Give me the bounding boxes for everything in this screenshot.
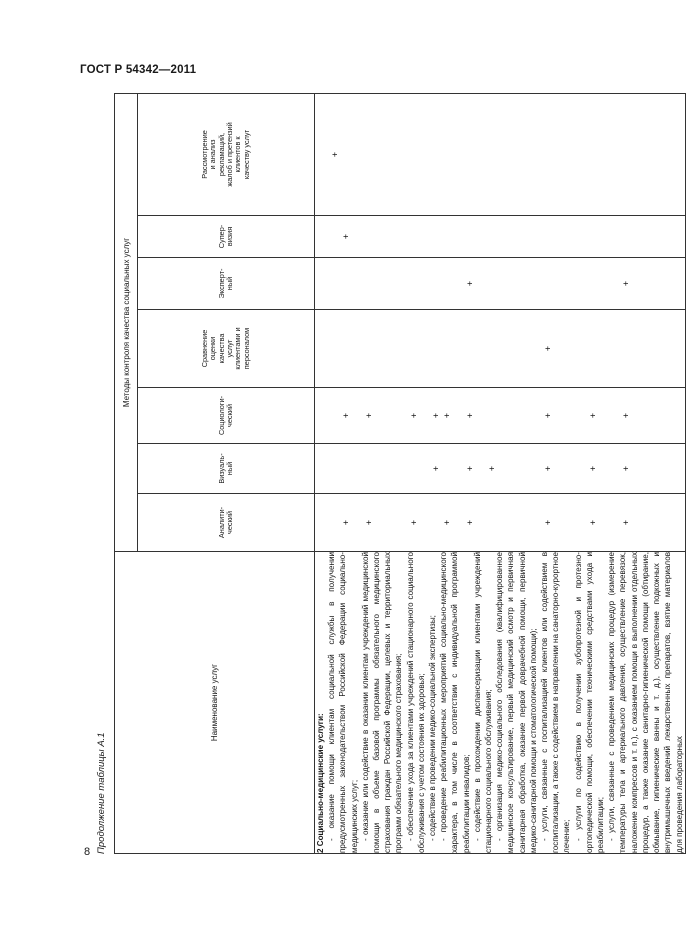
methods-table: [114, 93, 686, 854]
marks-col-visual: [315, 444, 686, 494]
plus-mark: +: [464, 412, 475, 419]
plus-mark: +: [341, 412, 352, 419]
col-group-header-methods: Методы контроля качества социальных услуг: [115, 93, 138, 551]
plus-mark: +: [408, 412, 419, 419]
col-header-method-sociological: Социологи- ческий: [138, 388, 315, 444]
marks-col-expert: [315, 258, 686, 310]
marks-col-analytic: [315, 494, 686, 552]
service-item-1: - оказание помощи клиентам социальной службы в получении предусмотренных законодательством Российской Федерации социально-медицинских услуг;: [327, 552, 359, 853]
plus-mark: +: [442, 519, 453, 526]
plus-mark: +: [621, 412, 632, 419]
plus-mark: +: [621, 519, 632, 526]
plus-mark: +: [587, 412, 598, 419]
page-number: 8: [84, 846, 91, 858]
col-header-method-comparison: Сравнение оценки качества услуг клиентами и персоналом: [138, 310, 315, 388]
plus-mark: +: [363, 412, 374, 419]
col-header-method-expert: Эксперт- ный: [138, 258, 315, 310]
plus-mark: +: [408, 519, 419, 526]
marks-col-comparison: [315, 310, 686, 388]
rotated-table-block: [94, 94, 684, 854]
plus-mark: +: [464, 519, 475, 526]
plus-mark: +: [363, 519, 374, 526]
service-item-7: - организация медико-социального обследования (квалифицированное медицинское консультирование, первый медицинский осмотр и первичная санитарная обработка, оказание первой доврачебной помощи, первичной медико-санитарной помощи и стоматологической помощи);: [495, 552, 538, 853]
plus-mark: +: [442, 412, 453, 419]
service-item-9: - услуги по содействию в получении зубопротезной и протезно-ортопедической помощи, обеспечении техническими средствами ухода и реабилитации;: [573, 552, 606, 853]
marks-col-supervision: [315, 216, 686, 258]
col-header-service-name: Наименование услуг: [115, 552, 315, 854]
section-title: 2 Социально-медицинские услуги:: [316, 713, 325, 853]
service-item-5: - проведение реабилитационных мероприятий социально-медицинского характера, в том числе в соответствии с индивидуальной программой реабилитации инвалидов;: [439, 552, 471, 853]
plus-mark: +: [431, 465, 441, 472]
plus-mark: +: [543, 345, 553, 352]
service-item-4: - содействие в проведении медико-социальной экспертизы;: [428, 615, 438, 841]
plus-mark: +: [330, 151, 341, 158]
col-header-method-analytic: Аналити- ческий: [138, 494, 315, 552]
plus-mark: +: [587, 465, 598, 472]
service-item-10: - услуги, связанные с проведением медицинских процедур (измерение температуры тела и артериального давления, осуществление перевязок, наложение компрессов и т. п.), с оказанием помощи в выполнении отдельных процедур, а также оказание санитарно-гигиенической помощи (обтирание, обмывание, гигиенические ванны и т. д.), осуществление подкожных и внутримышечных введений лекарственных препаратов, взятие материалов для проведения лабораторных: [607, 552, 684, 853]
plus-mark: +: [341, 233, 352, 240]
plus-mark: +: [587, 519, 598, 526]
service-item-2: - оказание или содействие в оказании клиентам учреждений медицинской помощи в объеме базовой программы обязательного медицинского страхования граждан Российской Федерации, целевых и территориальных программ обязательного медицинского страхования;: [360, 552, 404, 853]
plus-mark: +: [431, 412, 441, 419]
service-item-8: - услуги, связанные с госпитализацией клиентов или содействием в госпитализации, а также с содействием в направлении на санаторно-курортное лечение;: [540, 552, 572, 853]
col-header-method-complaints: Рассмотрение и анализ рекламаций, жалоб и претензий клиентов к качеству услуг: [138, 93, 315, 215]
plus-mark: +: [543, 412, 553, 419]
plus-mark: +: [543, 519, 553, 526]
service-item-6: - содействие в прохождении диспансеризации клиентами учреждений стационарного социального обслуживания;: [472, 552, 494, 853]
plus-mark: +: [621, 280, 632, 287]
marks-col-sociological: [315, 388, 686, 444]
col-header-method-supervision: Супер- визия: [138, 216, 315, 258]
plus-mark: +: [464, 280, 475, 287]
plus-mark: +: [487, 465, 497, 472]
col-header-method-visual: Визуаль- ный: [138, 444, 315, 494]
service-item-3: - обеспечение ухода за клиентами учреждений стационарного социального обслуживания с учетом состояния их здоровья;: [405, 552, 426, 853]
service-list-cell: [315, 552, 686, 854]
document-header: ГОСТ Р 54342—2011: [80, 64, 197, 76]
plus-mark: +: [464, 465, 475, 472]
plus-mark: +: [621, 465, 632, 472]
marks-col-complaints: [315, 93, 686, 215]
plus-mark: +: [543, 465, 553, 472]
table-caption: Продолжение таблицы А.1: [96, 732, 107, 854]
plus-mark: +: [341, 519, 352, 526]
